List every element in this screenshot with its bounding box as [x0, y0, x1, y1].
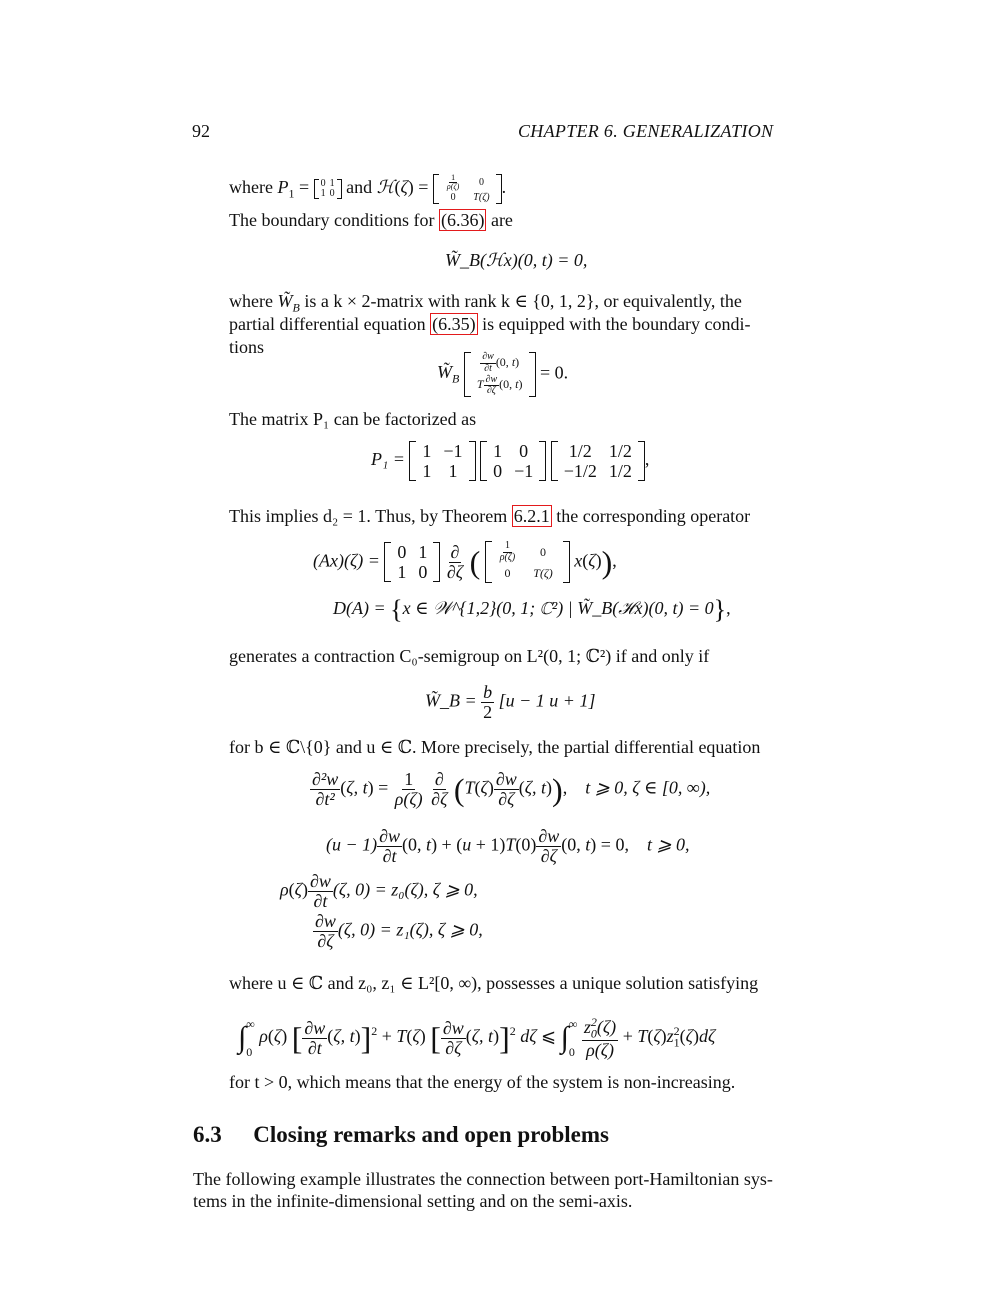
line-p1-definition: where $P_1$ = 0 1 1 0 and ℋ(ζ) = $\frac{1}{\rho(\zeta)}$ 0 0 T(ζ) . — [229, 173, 507, 203]
equation-wb: W̃_B = $\frac{b}{2}$ [u − 1 u + 1] — [425, 682, 596, 722]
line-energy-nonincreasing: for t > 0, which means that the energy of the system is non-increasing. — [229, 1072, 736, 1092]
section-heading — [193, 1122, 609, 1148]
line-unique-solution: where u ∈ ℂ and z₀, z₁ ∈ L²[0, ∞), possesses a unique solution satisfying — [229, 973, 759, 993]
text-boundary: The boundary conditions for — [229, 210, 435, 230]
factor-matrix-2: 1 0 0 −1 — [480, 441, 546, 481]
matrix-h-inline: $\frac{1}{\rho(\zeta)}$ 0 0 T(ζ) — [433, 174, 502, 204]
ax-lhs: (Ax)(ζ) = — [313, 550, 380, 571]
equation-boundary: W̃_B(ℋx)(0, t) = 0, — [445, 250, 588, 270]
line-precisely: for b ∈ ℂ\{0} and u ∈ ℂ. More precisely, the partial differential equation — [229, 737, 761, 757]
line-theorem — [229, 505, 750, 527]
equation-pde-1: $\frac{\text{∂²w}}{\text{∂t²}}$ (ζ, t) = $\frac{1}{\rho(\zeta)}$ $\frac{\partial}{\partial\zeta}$ (T(ζ) $\frac{\partial w}{\partial\zeta}$ (ζ, t)), t ⩾ 0, ζ ∈ [0, ∞), — [312, 769, 711, 809]
ref-6-35[interactable]: (6.35) — [432, 314, 476, 334]
p1-lhs: P₁ = — [371, 449, 405, 470]
ref-6-36[interactable]: (6.36) — [440, 210, 485, 230]
equation-domain: D(A) = {x ∈ 𝒲^{1,2}(0, 1; ℂ²) | W̃_B(ℋx)(0, t) = 0}, — [333, 594, 731, 624]
line-pde — [229, 313, 751, 335]
equation-pde-2: (u − 1) $\frac{\partial w}{\partial t}$ (0, t) + (u + 1)T(0) $\frac{\partial w}{\partial\zeta}$ (0, t) = 0, t ⩾ 0, — [326, 826, 690, 866]
equation-boundary-matrix-rhs: = 0. — [540, 362, 569, 383]
text-pde: partial differential equation — [229, 314, 426, 334]
section-title: Closing remarks and open problems — [253, 1122, 609, 1147]
text-rank: is a k × 2-matrix with rank k ∈ {0, 1, 2}, or equivalently, the — [304, 291, 742, 311]
equation-p1-factorization: P₁ = 1 −1 1 1 1 0 0 −1 1/2 1/2 −1/2 1/2 , — [371, 441, 650, 481]
ic1-rhs: (ζ, 0) = z₀(ζ), ζ ⩾ 0, — [332, 879, 478, 900]
pde1-condition: t ⩾ 0, ζ ∈ [0, ∞), — [585, 777, 711, 798]
closing-line-1: The following example illustrates the connection between port-Hamiltonian sys- — [193, 1169, 773, 1189]
ic2-rhs: (ζ, 0) = z₁(ζ), ζ ⩾ 0, — [337, 919, 483, 940]
text-where-2: where — [229, 291, 273, 311]
da-lhs: D(A) = — [333, 598, 386, 618]
line-boundary-conditions — [229, 209, 513, 231]
pde2-factor: (u − 1) — [326, 834, 378, 855]
ref-theorem-6-2-1[interactable]: 6.2.1 — [513, 506, 550, 526]
equation-operator-a: (Ax)(ζ) = 0 1 1 0 $\frac{\partial}{\partial\zeta}$ ( $\frac{1}{\rho(\zeta)}$ 0 0 T(ζ) x(ζ)), — [313, 540, 617, 583]
text-and: and — [346, 177, 373, 198]
factor-matrix-3: 1/2 1/2 −1/2 1/2 — [551, 441, 645, 481]
equation-energy: ∫ ∞ 0 ρ(ζ) [ $\frac{\partial w}{\partial t}$ (ζ, t)]$^2$ + T(ζ) [ $\frac{\partial w}{\partial\zeta}$ (ζ, t)]$^2$ dζ ⩽ ∫ ∞ 0 $\frac{z_0^2(\zeta)}{\rho(\zeta)}$ + $T(\zeta)z_1^2(\zeta)d\zeta$ — [238, 1014, 716, 1061]
equation-initial-2: $\frac{\partial w}{\partial\zeta}$ (ζ, 0) = z₁(ζ), ζ ⩾ 0, — [315, 911, 483, 951]
section-number: 6.3 — [193, 1122, 222, 1147]
text-where: where — [229, 177, 273, 198]
running-head: CHAPTER 6. GENERALIZATION — [518, 121, 774, 141]
wb-lhs: W̃_B = — [425, 690, 477, 711]
equation-initial-1: ρ(ζ) $\frac{\partial w}{\partial t}$ (ζ, 0) = z₀(ζ), ζ ⩾ 0, — [280, 871, 478, 911]
pde2-condition: t ⩾ 0, — [646, 834, 690, 855]
factor-matrix-1: 1 −1 1 1 — [409, 441, 475, 481]
page-number: 92 — [192, 121, 210, 141]
closing-line-2: tems in the infinite-dimensional setting and on the semi-axis. — [193, 1191, 633, 1211]
line-wb-rank: where $W̃_B$ is a k × 2-matrix with rank k ∈ {0, 1, 2}, or equivalently, the — [229, 291, 742, 315]
wb-row: [u − 1 u + 1] — [498, 690, 596, 711]
equation-boundary-matrix: $W̃_B$ $\frac{\partial w}{\partial t}$ (0, t) T $\frac{\partial w}{\partial\zeta}$ (0, t) = 0. — [437, 351, 569, 396]
text-equipped: is equipped with the boundary condi- — [482, 314, 751, 334]
line-tions: tions — [229, 337, 265, 357]
da-rhs: x ∈ 𝒲^{1,2}(0, 1; ℂ²) | W̃_B(ℋx)(0, t) = 0 — [402, 598, 714, 618]
text-implies: This implies d₂ = 1. Thus, by Theorem — [229, 506, 508, 526]
text-operator: the corresponding operator — [556, 506, 751, 526]
matrix-p1-inline: 0 1 1 0 — [314, 179, 342, 199]
text-are: are — [490, 210, 513, 230]
line-factorized: The matrix P₁ can be factorized as — [229, 409, 477, 429]
line-contraction: generates a contraction C₀-semigroup on L²(0, 1; ℂ²) if and only if — [229, 646, 710, 666]
